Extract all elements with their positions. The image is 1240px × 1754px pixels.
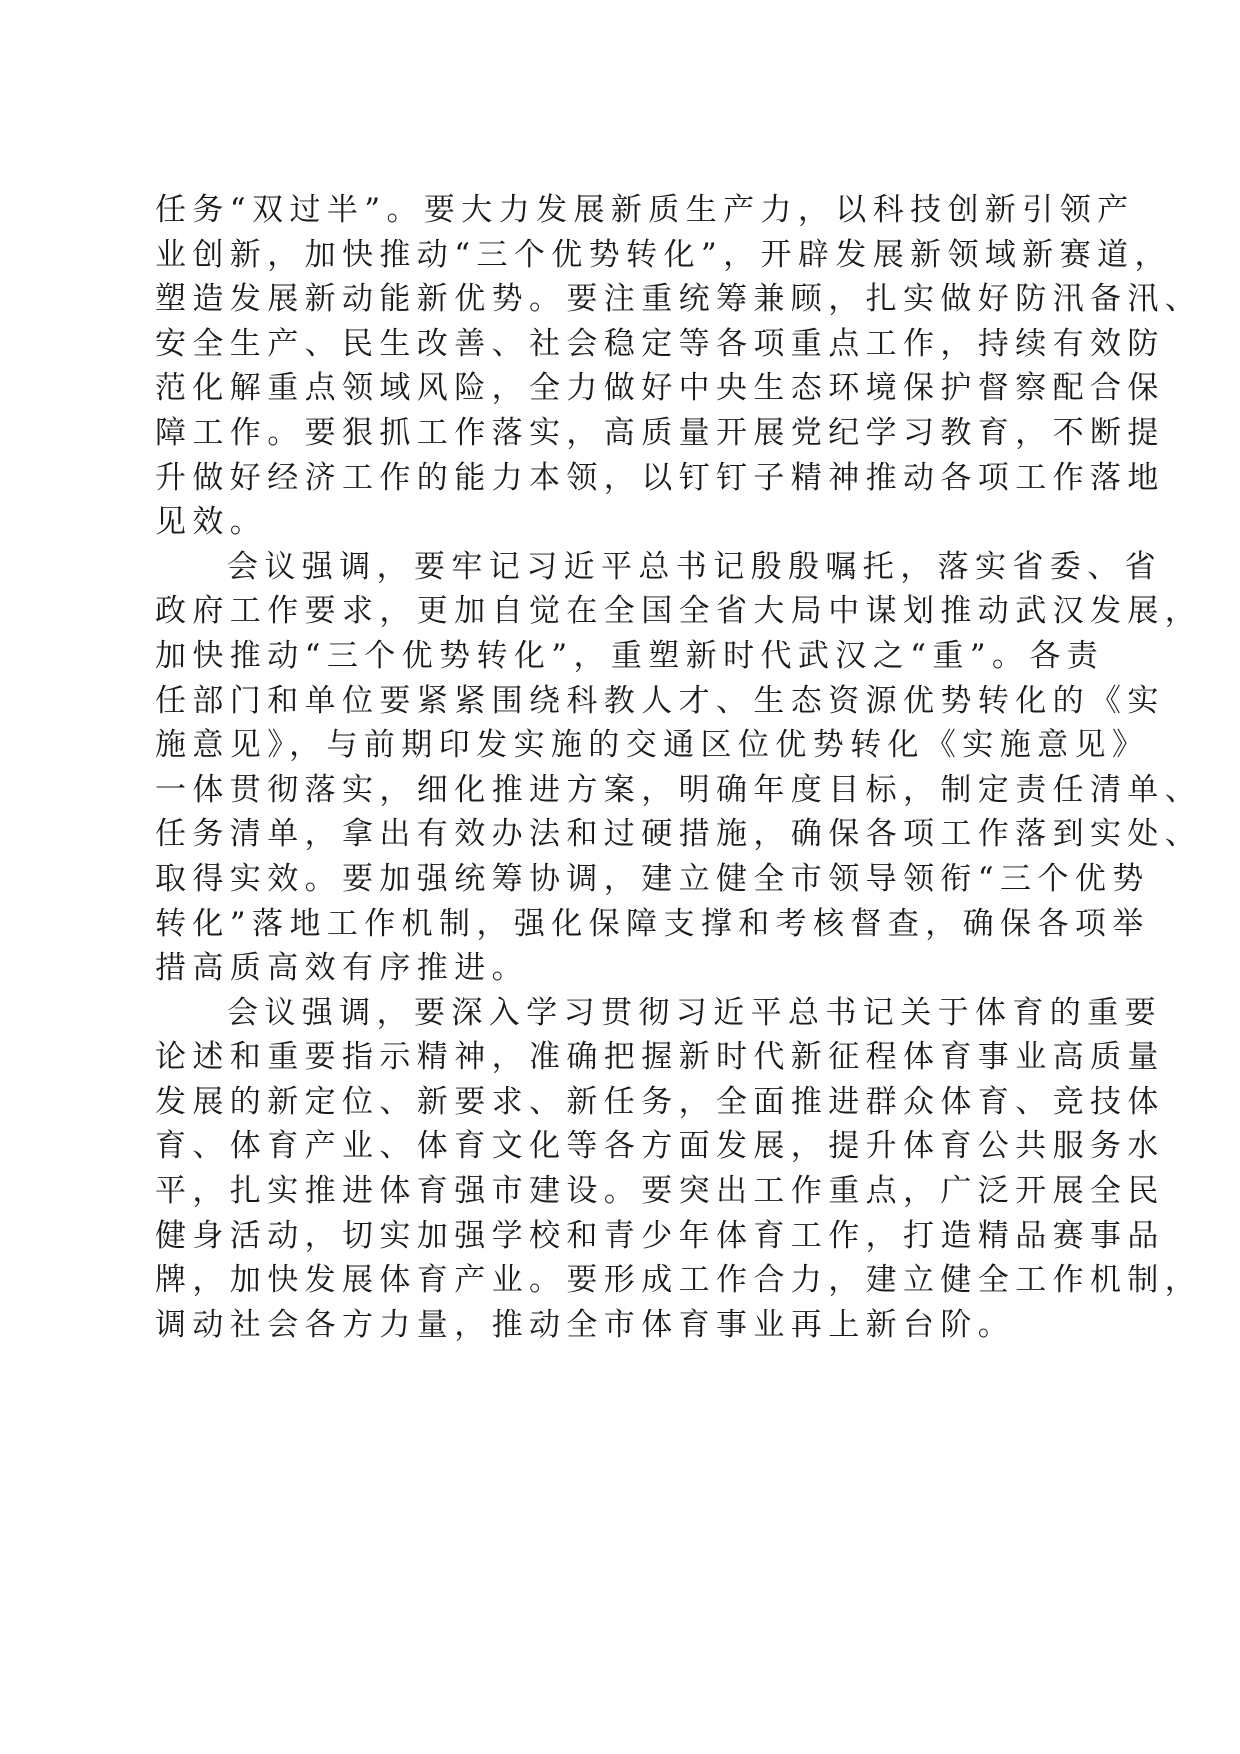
text-line: 健身活动，切实加强学校和青少年体育工作，打造精品赛事品 — [155, 1217, 1165, 1254]
paragraph-2-first-line: 会议强调，要牢记习近平总书记殷殷嘱托，落实省委、省 — [227, 548, 1162, 585]
text-line: 平，扎实推进体育强市建设。要突出工作重点，广泛开展全民 — [155, 1173, 1165, 1210]
text-line: 障工作。要狠抓工作落实，高质量开展党纪学习教育，不断提 — [155, 414, 1165, 451]
text-line: 任务清单，拿出有效办法和过硬措施，确保各项工作落到实处、 — [155, 816, 1203, 853]
text-line: 措高质高效有序推进。 — [155, 950, 529, 987]
paragraph-3-first-line: 会议强调，要深入学习贯彻习近平总书记关于体育的重要 — [227, 994, 1162, 1031]
text-line: 牌，加快发展体育产业。要形成工作合力，建立健全工作机制， — [155, 1262, 1203, 1299]
text-line: 政府工作要求，更加自觉在全国全省大局中谋划推动武汉发展， — [155, 593, 1203, 630]
text-line: 施意见》，与前期印发实施的交通区位优势转化《实施意见》 — [155, 727, 1150, 764]
text-line: 取得实效。要加强统筹协调，建立健全市领导领衔“三个优势 — [155, 860, 1150, 897]
text-line: 升做好经济工作的能力本领，以钉钉子精神推动各项工作落地 — [155, 459, 1165, 496]
text-line: 业创新，加快推动“三个优势转化”，开辟发展新领域新赛道， — [155, 236, 1172, 273]
text-line: 任部门和单位要紧紧围绕科教人才、生态资源优势转化的《实 — [155, 682, 1165, 719]
text-line: 任务“双过半”。要大力发展新质生产力，以科技创新引领产 — [155, 192, 1135, 228]
text-line: 范化解重点领域风险，全力做好中央生态环境保护督察配合保 — [155, 370, 1165, 407]
text-line: 论述和重要指示精神，准确把握新时代新征程体育事业高质量 — [155, 1039, 1165, 1076]
text-line: 见效。 — [155, 504, 268, 541]
document-body — [155, 188, 1203, 1347]
text-line: 发展的新定位、新要求、新任务，全面推进群众体育、竞技体 — [155, 1083, 1165, 1120]
text-line: 塑造发展新动能新优势。要注重统筹兼顾，扎实做好防汛备汛、 — [155, 281, 1203, 318]
text-line: 调动社会各方力量，推动全市体育事业再上新台阶。 — [155, 1306, 1016, 1343]
text-line: 加快推动“三个优势转化”，重塑新时代武汉之“重”。各责 — [155, 637, 1105, 674]
text-line: 转化”落地工作机制，强化保障支撑和考核督查，确保各项举 — [155, 905, 1150, 942]
text-line: 安全生产、民生改善、社会稳定等各项重点工作，持续有效防 — [155, 325, 1165, 362]
text-line: 育、体育产业、体育文化等各方面发展，提升体育公共服务水 — [155, 1128, 1165, 1165]
text-line: 一体贯彻落实，细化推进方案，明确年度目标，制定责任清单、 — [155, 771, 1203, 808]
